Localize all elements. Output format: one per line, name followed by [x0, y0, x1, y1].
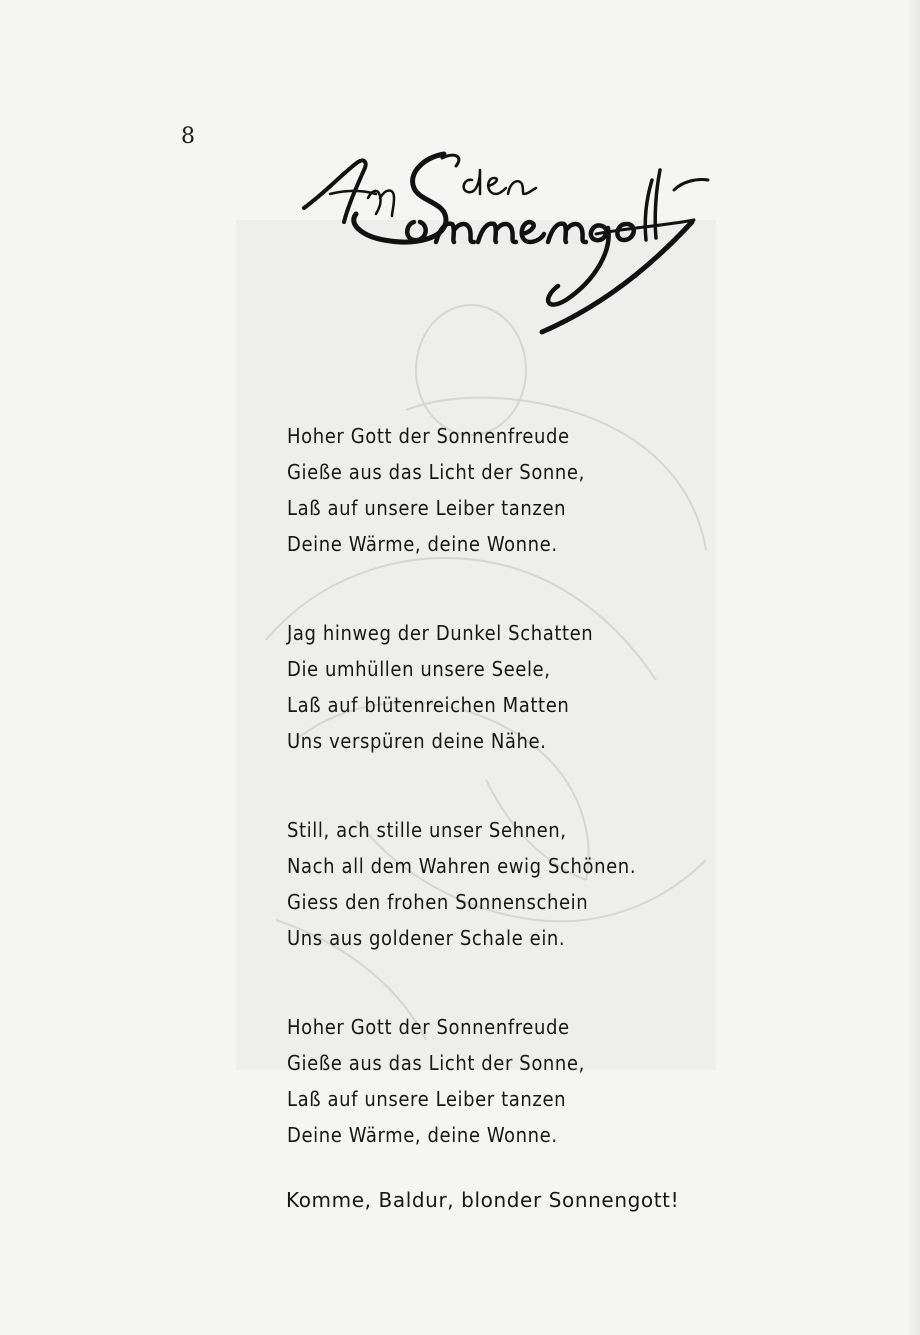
poem-line: Uns aus goldener Schale ein.: [287, 926, 566, 950]
poem-line: Laß auf unsere Leiber tanzen: [287, 496, 567, 520]
poem-line: Gieße aus das Licht der Sonne,: [287, 460, 585, 484]
poem-line: Still, ach stille unser Sehnen,: [287, 818, 567, 842]
poem-line: Giess den frohen Sonnenschein: [287, 890, 589, 914]
calligraphic-title: [296, 150, 726, 340]
poem: [287, 418, 636, 1206]
title-calligraphy: [296, 150, 726, 340]
poem-line: Hoher Gott der Sonnenfreude: [287, 1015, 570, 1039]
poem-line: Nach all dem Wahren ewig Schönen.: [287, 854, 637, 878]
poem-line: Laß auf blütenreichen Matten: [287, 693, 570, 717]
poem-line: Die umhüllen unsere Seele,: [287, 657, 551, 681]
closing-line: Komme, Baldur, blonder Sonnengott!: [286, 1188, 680, 1212]
stanza-4: [287, 1009, 636, 1153]
poem-line: Deine Wärme, deine Wonne.: [287, 1123, 558, 1147]
poem-line: Deine Wärme, deine Wonne.: [287, 532, 558, 556]
poem-line: Laß auf unsere Leiber tanzen: [287, 1087, 567, 1111]
stanza-2: [287, 615, 636, 759]
page-number: 8: [181, 124, 195, 149]
poem-line: Jag hinweg der Dunkel Schatten: [287, 621, 594, 645]
page-edge-shadow: [906, 0, 920, 1335]
poem-line: Hoher Gott der Sonnenfreude: [287, 424, 570, 448]
stanza-3: [287, 812, 636, 956]
stanza-1: [287, 418, 636, 562]
poem-line: Gieße aus das Licht der Sonne,: [287, 1051, 585, 1075]
poem-line: Uns verspüren deine Nähe.: [287, 729, 547, 753]
